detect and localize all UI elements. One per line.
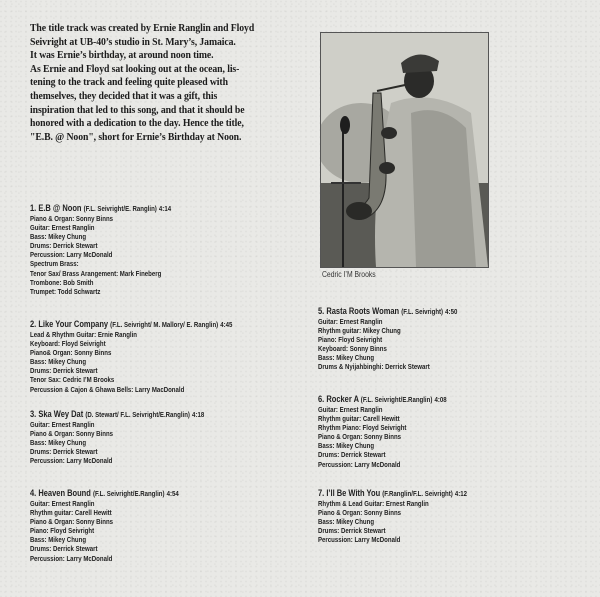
track-heading	[30, 318, 232, 330]
personnel-line: Bass: Mikey Chung	[318, 441, 375, 451]
personnel-line: Drums: Derrick Stewart	[30, 241, 98, 251]
personnel-line: Piano & Organ: Sonny Binns	[30, 429, 114, 439]
personnel-line: Guitar: Ernest Ranglin	[30, 223, 95, 233]
track-duration: 4:54	[166, 489, 179, 498]
personnel-line: Piano & Organ: Sonny Binns	[30, 517, 114, 527]
track-credit: (D. Stewart/ F.L. Seivright/E.Ranglin)	[85, 410, 190, 419]
personnel-line: Trumpet: Todd Schwartz	[30, 286, 101, 296]
track-1	[30, 202, 171, 296]
track-title: 6. Rocker A	[318, 393, 359, 404]
intro-line: It was Ernie’s birthday, at around noon time.	[30, 50, 214, 62]
intro-line: Seivright at UB-40’s studio in St. Mary’s, Jamaica.	[30, 36, 236, 48]
personnel-line: Guitar: Ernest Ranglin	[318, 405, 383, 414]
personnel-line: Bass: Mikey Chung	[30, 232, 87, 242]
track-duration: 4:50	[445, 307, 458, 316]
personnel-line: Bass: Mikey Chung	[30, 535, 87, 545]
intro-line: "E.B. @ Noon", short for Ernie’s Birthday at Noon.	[30, 131, 242, 143]
personnel-line: Rhythm guitar: Mikey Chung	[318, 326, 401, 336]
track-credit: (F.L. Seivright/E.Ranglin)	[360, 395, 433, 404]
track-title: 1. E.B @ Noon	[30, 202, 82, 213]
personnel-line: Tenor Sax/ Brass Arangement: Mark Fineberg	[30, 268, 162, 278]
personnel-line: Keyboard: Floyd Seivright	[30, 339, 106, 349]
personnel-line: Rhythm Piano: Floyd Seivright	[318, 423, 407, 433]
personnel-line: Rhythm guitar: Carell Hewitt	[318, 414, 400, 424]
track-title: 2. Like Your Company	[30, 318, 109, 329]
track-heading	[30, 408, 204, 420]
photo-caption: Cedric I’M Brooks	[322, 270, 376, 279]
intro-paragraph	[30, 22, 297, 144]
personnel-line: Keyboard: Sonny Binns	[318, 344, 387, 354]
personnel-line: Rhythm guitar: Carell Hewitt	[30, 508, 112, 518]
personnel-line: Guitar: Ernest Ranglin	[30, 499, 95, 508]
personnel-line: Piano& Organ: Sonny Binns	[30, 348, 112, 358]
track-credit: (F.L. Seivright/ M. Mallory/ E. Ranglin)	[110, 320, 219, 329]
personnel-line: Percussion: Larry McDonald	[318, 459, 401, 469]
personnel-line: Drums: Derrick Stewart	[30, 447, 98, 457]
personnel-line: Spectrum Brass:	[30, 259, 79, 269]
personnel-line: Piano: Floyd Seivright	[30, 526, 95, 536]
track-7	[318, 487, 467, 544]
personnel-line: Piano & Organ: Sonny Binns	[318, 432, 402, 442]
personnel-line: Lead & Rhythm Guitar: Ernie Ranglin	[30, 330, 137, 339]
personnel-line: Percussion: Larry McDonald	[30, 456, 113, 466]
personnel-line: Piano & Organ: Sonny Binns	[318, 508, 402, 518]
track-credit: (F.L. Seivright/E.Ranglin)	[92, 489, 165, 498]
personnel-line: Drums: Derrick Stewart	[30, 366, 98, 376]
track-credit: (F.L. Seivright)	[401, 307, 444, 316]
personnel-line: Percussion: Larry McDonald	[30, 553, 113, 563]
track-3	[30, 408, 204, 465]
personnel-line: Bass: Mikey Chung	[318, 353, 375, 363]
personnel-line: Guitar: Ernest Ranglin	[318, 317, 383, 326]
track-heading	[318, 305, 457, 317]
track-duration: 4:12	[454, 489, 468, 498]
personnel-line: Drums: Derrick Stewart	[30, 544, 98, 554]
track-duration: 4:08	[434, 395, 447, 404]
intro-line: As Ernie and Floyd sat looking out at the ocean, lis-	[30, 63, 240, 75]
track-heading	[30, 202, 171, 214]
track-duration: 4:18	[192, 410, 205, 419]
personnel-line: Percussion: Larry McDonald	[318, 535, 401, 545]
personnel-line: Rhythm & Lead Guitar: Ernest Ranglin	[318, 499, 429, 508]
personnel-line: Guitar: Ernest Ranglin	[30, 420, 95, 429]
track-credit: (F.Ranglin/F.L. Seivright)	[382, 489, 453, 498]
intro-line: The title track was created by Ernie Ranglin and Floyd	[30, 23, 255, 34]
track-heading	[318, 487, 467, 499]
track-title: 7. I’ll Be With You	[318, 487, 381, 498]
track-5	[318, 305, 457, 372]
intro-line: inspiration that led to this song, and that it should be	[30, 104, 245, 116]
personnel-line: Drums: Derrick Stewart	[318, 450, 386, 460]
personnel-line: Drums & Nyijahbinghi: Derrick Stewart	[318, 362, 430, 372]
personnel-line: Percussion: Larry McDonald	[30, 250, 113, 260]
personnel-line: Tenor Sax: Cedric I’M Brooks	[30, 375, 115, 385]
track-duration: 4:14	[158, 204, 172, 213]
track-4	[30, 487, 179, 563]
personnel-line: Piano & Organ: Sonny Binns	[30, 214, 114, 223]
track-duration: 4:45	[220, 320, 233, 329]
personnel-line: Drums: Derrick Stewart	[318, 526, 386, 536]
track-credit: (F.L. Seivright/E. Ranglin)	[83, 204, 157, 213]
track-title: 4. Heaven Bound	[30, 487, 91, 498]
personnel-line: Trombone: Bob Smith	[30, 277, 94, 287]
track-title: 3. Ska Wey Dat	[30, 408, 84, 419]
intro-line: honored with a dedication to the day. Hence the title,	[30, 118, 244, 130]
track-title: 5. Rasta Roots Woman	[318, 305, 400, 316]
intro-line: tening to the track and feeling quite pleased with	[30, 77, 228, 89]
track-2	[30, 318, 232, 394]
intro-line: themselves, they decided that it was a gift, this	[30, 90, 218, 102]
personnel-line: Piano: Floyd Seivright	[318, 335, 383, 345]
track-heading	[318, 393, 447, 405]
musician-photo	[320, 32, 489, 268]
track-6	[318, 393, 447, 469]
saxophonist-illustration	[321, 33, 488, 267]
personnel-line: Bass: Mikey Chung	[318, 517, 375, 527]
personnel-line: Bass: Mikey Chung	[30, 357, 87, 367]
personnel-line: Bass: Mikey Chung	[30, 438, 87, 448]
personnel-line: Percussion & Cajon & Ghawa Bells: Larry MacDonald	[30, 384, 185, 394]
track-heading	[30, 487, 179, 499]
